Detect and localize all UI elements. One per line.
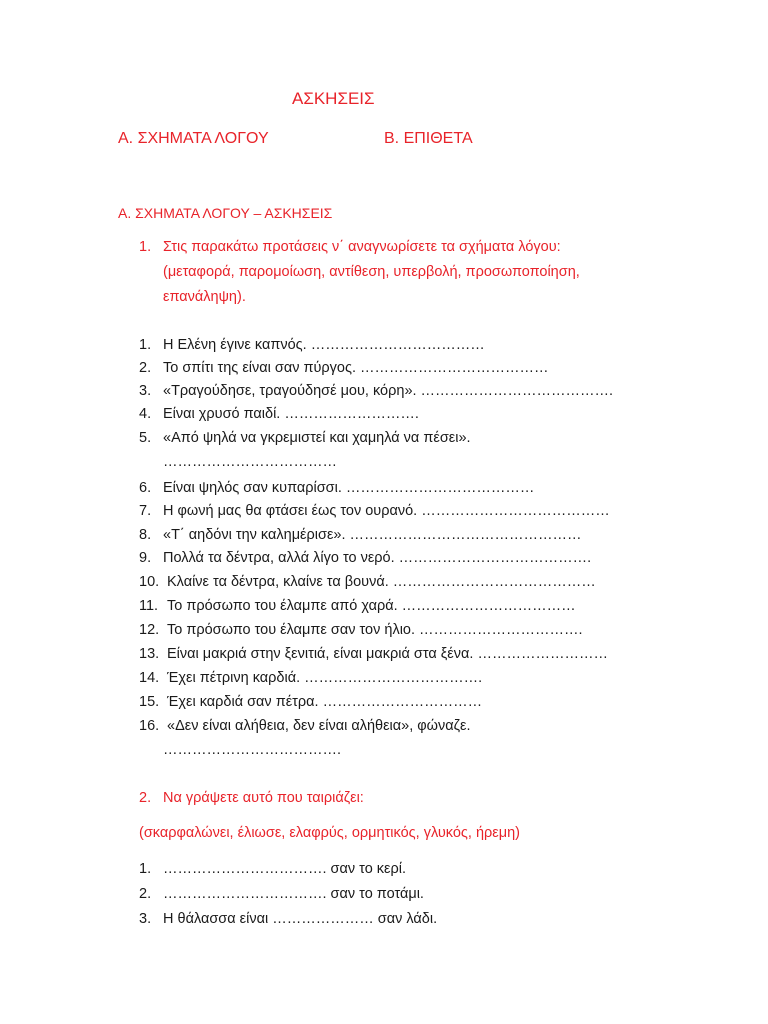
- exercise1-instruction-line: επανάληψη).: [163, 289, 246, 305]
- list-item-number: 5.: [139, 430, 152, 446]
- list-item: Το σπίτι της είναι σαν πύργος. …………………………………: [163, 360, 549, 376]
- list-item-number: 15.: [139, 694, 160, 710]
- list-item: ……………………………. σαν το ποτάμι.: [163, 886, 424, 902]
- list-item-number: 12.: [139, 622, 160, 638]
- answer-blank: ………………………………: [163, 454, 337, 470]
- exercise1-instruction-line: Στις παρακάτω προτάσεις ν΄ αναγνωρίσετε τα σχήματα λόγου:: [163, 239, 561, 255]
- list-item: «Από ψηλά να γκρεμιστεί και χαμηλά να πέσει».: [163, 430, 471, 446]
- list-item: «Τραγούδησε, τραγούδησέ μου, κόρη». ………………………………….: [163, 383, 614, 399]
- list-item-number: 3.: [139, 911, 152, 927]
- list-item: «Τ΄ αηδόνι την καλημέρισε». …………………………………………: [163, 527, 582, 543]
- list-item: «Δεν είναι αλήθεια, δεν είναι αλήθεια», φώναζε.: [167, 718, 471, 734]
- exercise2-instruction: Να γράψετε αυτό που ταιριάζει:: [163, 790, 364, 806]
- exercise2-options: (σκαρφαλώνει, έλιωσε, ελαφρύς, ορμητικός, γλυκός, ήρεμη): [139, 825, 520, 841]
- section-a-heading: Α. ΣΧΗΜΑΤΑ ΛΟΓΟΥ – ΑΣΚΗΣΕΙΣ: [118, 205, 333, 221]
- list-item-number: 11.: [139, 598, 159, 614]
- exercise2-number: 2.: [139, 790, 152, 806]
- list-item: Είναι χρυσό παιδί. ……………………….: [163, 406, 419, 422]
- list-item: Η Ελένη έγινε καπνός. ………………………………: [163, 337, 485, 353]
- list-item: Η φωνή μας θα φτάσει έως τον ουρανό. …………………………………: [163, 503, 610, 519]
- part-a-heading: Α. ΣΧΗΜΑΤΑ ΛΟΓΟΥ: [118, 130, 269, 147]
- list-item: Έχει πέτρινη καρδιά. ……………………………….: [167, 670, 483, 686]
- list-item-number: 9.: [139, 550, 152, 566]
- exercise1-number: 1.: [139, 239, 152, 255]
- list-item: ……………………………. σαν το κερί.: [163, 861, 406, 877]
- list-item: Είναι ψηλός σαν κυπαρίσσι. …………………………………: [163, 480, 535, 496]
- answer-blank: ……………………………….: [163, 742, 342, 758]
- list-item-number: 10.: [139, 574, 160, 590]
- list-item-number: 2.: [139, 360, 152, 376]
- part-b-heading: Β. ΕΠΙΘΕΤΑ: [384, 130, 473, 147]
- list-item: Η θάλασσα είναι ………………… σαν λάδι.: [163, 911, 438, 927]
- list-item-number: 8.: [139, 527, 152, 543]
- page-title: ΑΣΚΗΣΕΙΣ: [292, 89, 375, 108]
- list-item: Το πρόσωπο του έλαμπε από χαρά. ………………………………: [167, 598, 576, 614]
- list-item-number: 14.: [139, 670, 160, 686]
- list-item: Το πρόσωπο του έλαμπε σαν τον ήλιο. …………………………….: [167, 622, 583, 638]
- list-item: Κλαίνε τα δέντρα, κλαίνε τα βουνά. ……………………………………: [167, 574, 596, 590]
- list-item: Πολλά τα δέντρα, αλλά λίγο το νερό. ………………………………….: [163, 550, 592, 566]
- list-item-number: 1.: [139, 337, 152, 353]
- list-item-number: 7.: [139, 503, 152, 519]
- list-item-number: 1.: [139, 861, 152, 877]
- list-item-number: 16.: [139, 718, 160, 734]
- list-item-number: 3.: [139, 383, 152, 399]
- list-item-number: 13.: [139, 646, 160, 662]
- exercise1-instruction-line: (μεταφορά, παρομοίωση, αντίθεση, υπερβολή, προσωποποίηση,: [163, 264, 580, 280]
- list-item-number: 2.: [139, 886, 152, 902]
- list-item: Είναι μακριά στην ξενιτιά, είναι μακριά στα ξένα. ………………………: [167, 646, 608, 662]
- list-item: Έχει καρδιά σαν πέτρα. ……………………………: [167, 694, 483, 710]
- list-item-number: 4.: [139, 406, 152, 422]
- list-item-number: 6.: [139, 480, 152, 496]
